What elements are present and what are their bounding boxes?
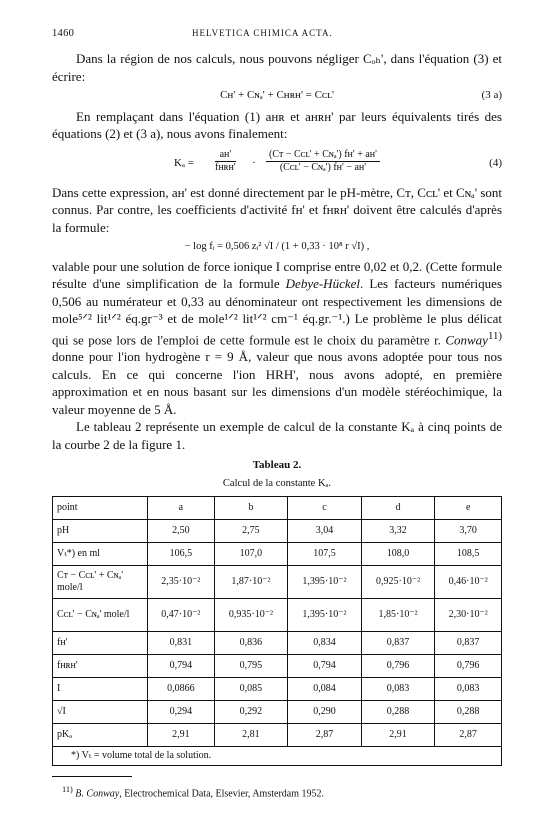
table-cell: 0,084 (288, 678, 362, 701)
equation-4 (52, 147, 502, 181)
table-cell: 2,30·10⁻² (435, 599, 502, 632)
table-column-header: b (214, 497, 288, 520)
paragraph-4-part-b: . Les facteurs numériques 0,506 au numérateur et 0,33 au dénominateur ont respectivement les dimensions de mole⁵ᐟ² lit¹ᐟ² éq.gr⁻³ et de mole¹ᐟ² lit¹ᐟ² cm⁻¹ éq.gr.⁻¹.) Le problème le plus délicat qui se pose lors de l'emploi de cette formule est le choix du paramètre r. (52, 276, 502, 347)
footnote-reference: 11) (487, 329, 502, 342)
table-cell: 0,837 (435, 632, 502, 655)
table-cell: 2,87 (288, 724, 362, 747)
equation-4-number: (4) (489, 156, 502, 169)
table-cell: 0,290 (288, 701, 362, 724)
table-cell: 107,5 (288, 543, 362, 566)
table-row (53, 632, 502, 655)
fraction-2-numerator: (Cᴛ − Cᴄʟ' + Cɴₐ') fʜ' + aʜ' (266, 149, 380, 162)
table-cell: 1,85·10⁻² (361, 599, 435, 632)
table-row (53, 655, 502, 678)
table-cell: 2,87 (435, 724, 502, 747)
table-cell: 0,0866 (148, 678, 215, 701)
footnote-11 (52, 781, 502, 803)
equation-3a-text: Cʜ' + Cɴₐ' + Cʜʀʜ' = Cᴄʟ' (220, 89, 334, 101)
paragraph-5: Le tableau 2 représente un exemple de calcul de la constante Kₐ à cinq points de la courbe 2 de la figure 1. (52, 419, 502, 452)
table-row-label: Vₜ*) en ml (53, 543, 148, 566)
table-cell: 0,083 (361, 678, 435, 701)
table-cell: 0,083 (435, 678, 502, 701)
table-column-header: e (435, 497, 502, 520)
paragraph-2: En remplaçant dans l'équation (1) aʜʀ et aʜʀʜ' par leurs équivalents tirés des équations (2) et (3 a), nous avons finalement: (52, 108, 502, 141)
table-column-header: a (148, 497, 215, 520)
table-title: Tableau 2. (252, 459, 302, 472)
paragraph-1: Dans la région de nos calculs, nous pouvons négliger Cₒₕ', dans l'équation (3) et écrire: (52, 51, 502, 84)
footnote-rule (52, 776, 132, 777)
table-cell: 3,04 (288, 520, 362, 543)
table-cell: 2,91 (361, 724, 435, 747)
fraction-1-denominator: fʜʀʜ' (215, 161, 236, 173)
paragraph-4-part-a: valable pour une solution de force ionique I comprise entre 0,02 et 0,2. (Cette formule résulte d'une simplification de la formule (52, 258, 502, 291)
table-cell: 0,796 (361, 655, 435, 678)
data-table-body (53, 497, 502, 766)
table-row (53, 701, 502, 724)
table-row (53, 520, 502, 543)
table-cell: 2,91 (148, 724, 215, 747)
equation-3a-number: (3 a) (481, 89, 502, 101)
table-row-label: I (53, 678, 148, 701)
table-cell: 107,0 (214, 543, 288, 566)
table-cell: 0,294 (148, 701, 215, 724)
table-cell: 106,5 (148, 543, 215, 566)
table-cell: 1,87·10⁻² (214, 566, 288, 599)
paragraph-3: Dans cette expression, aʜ' est donné directement par le pH-mètre, Cᴛ, Cᴄʟ' et Cɴₐ' sont connus. Par contre, les coefficients d'activité fʜ' et fʜʀʜ' doivent être calculés d'après la formule: (52, 184, 502, 235)
table-row-label: fʜ' (53, 632, 148, 655)
multiply-dot: · (252, 156, 256, 169)
fraction-1-numerator: aʜ' (215, 149, 236, 162)
table-cell: 0,836 (214, 632, 288, 655)
table-header-label: point (53, 497, 148, 520)
body-text (52, 50, 502, 803)
table-cell: 3,70 (435, 520, 502, 543)
table-row-label: pH (53, 520, 148, 543)
table-footnote: *) Vₜ = volume total de la solution. (53, 747, 502, 766)
table-cell: 1,395·10⁻² (288, 599, 362, 632)
table-cell: 0,925·10⁻² (361, 566, 435, 599)
conway-name: Conway (445, 331, 488, 347)
equation-3a (52, 87, 502, 105)
table-subtitle: Calcul de la constante Kₐ. (222, 477, 332, 489)
paragraph-4 (52, 258, 502, 419)
table-cell: 0,795 (214, 655, 288, 678)
table-header-row (53, 497, 502, 520)
table-row-label: √I (53, 701, 148, 724)
paragraph-4-part-c: donne pour l'ion hydrogène r = 9 Å, valeur que nous avons adoptée pour tous nos calculs. En ce qui concerne l'ion HRH', nous avons adopté, en première approximation et en nous basant sur les dimensions d'un modèle stéréochimique, la valeur moyenne de 5 Å. (52, 349, 502, 417)
table-cell: 108,0 (361, 543, 435, 566)
page-number: 1460 (52, 28, 75, 39)
table-row-label: Cᴄʟ' − Cɴₐ' mole/l (53, 599, 148, 632)
footnote-mark: 11) (62, 785, 73, 795)
fraction-2-denominator: (Cᴄʟ' − Cɴₐ') fʜ' − aʜ' (279, 161, 367, 173)
table-cell: 2,50 (148, 520, 215, 543)
table-column-header: d (361, 497, 435, 520)
table-row (53, 543, 502, 566)
equation-4-fraction-2 (266, 149, 380, 174)
equation-4-fraction-1 (215, 149, 236, 174)
table-cell: 108,5 (435, 543, 502, 566)
activity-formula: − log fᵢ = 0,506 zᵢ² √I / (1 + 0,33 · 10⁸ r √I) , (184, 241, 370, 252)
table-row (53, 566, 502, 599)
table-cell: 0,47·10⁻² (148, 599, 215, 632)
footnote-author: B. Conway (75, 788, 120, 800)
journal-name: HELVETICA CHIMICA ACTA. (192, 28, 333, 38)
table-row (53, 678, 502, 701)
table-cell: 0,085 (214, 678, 288, 701)
table-row-label: fʜʀʜ' (53, 655, 148, 678)
table-cell: 0,935·10⁻² (214, 599, 288, 632)
table-cell: 2,75 (214, 520, 288, 543)
table-column-header: c (288, 497, 362, 520)
table-footnote-row (53, 747, 502, 766)
table-cell: 1,395·10⁻² (288, 566, 362, 599)
table-cell: 0,837 (361, 632, 435, 655)
data-table (52, 496, 502, 766)
table-cell: 0,831 (148, 632, 215, 655)
table-row (53, 724, 502, 747)
table-cell: 3,32 (361, 520, 435, 543)
table-cell: 2,81 (214, 724, 288, 747)
equation-4-lhs: Kₐ = (174, 156, 194, 169)
table-cell: 2,35·10⁻² (148, 566, 215, 599)
table-row-label: pKₐ (53, 724, 148, 747)
table-cell: 0,292 (214, 701, 288, 724)
table-cell: 0,796 (435, 655, 502, 678)
table-cell: 0,794 (288, 655, 362, 678)
table-cell: 0,834 (288, 632, 362, 655)
table-cell: 0,288 (435, 701, 502, 724)
table-row-label: Cᴛ − Cᴄʟ' + Cɴₐ' mole/l (53, 566, 148, 599)
table-cell: 0,794 (148, 655, 215, 678)
table-cell: 0,46·10⁻² (435, 566, 502, 599)
debye-huckel-name: Debye-Hückel (285, 276, 360, 291)
footnote-text: , Electrochemical Data, Elsevier, Amsterdam 1952. (119, 788, 324, 800)
table-cell: 0,288 (361, 701, 435, 724)
table-row (53, 599, 502, 632)
